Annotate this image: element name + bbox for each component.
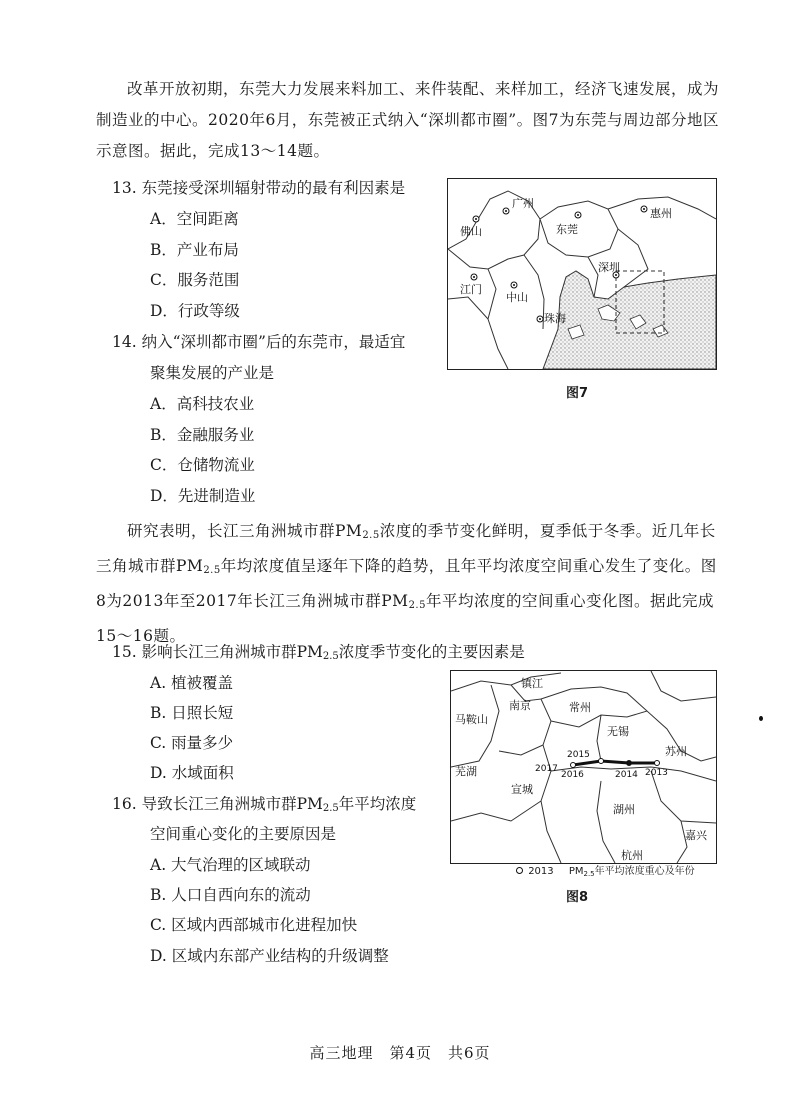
intro-paragraph-1: 改革开放初期，东莞大力发展来料加工、来件装配、来样加工，经济飞速发展，成为制造业的中心。2020年6月，东莞被正式纳入“深圳都市圈”。图7为东莞与周边部分地区示意图。据此，完成13～14题。 — [96, 80, 720, 160]
question-15-option-c: C. 雨量多少 — [150, 734, 234, 752]
map-label-maanshan: 马鞍山 — [455, 713, 488, 726]
map-label-zhuhai: 珠海 — [544, 312, 566, 325]
question-16-option-b: B. 人口自西向东的流动 — [150, 886, 311, 904]
question-15-stem: 15. 影响长江三角洲城市群$PM_{2.5}$浓度季节变化的主要因素是 — [112, 643, 525, 662]
question-13-stem: 13. 东莞接受深圳辐射带动的最有利因素是 — [112, 179, 406, 197]
map-label-nanjing: 南京 — [509, 699, 531, 712]
figure-8-svg — [451, 671, 716, 863]
figure-8-map — [450, 670, 717, 864]
question-14-stem-line2: 聚集发展的产业是 — [150, 364, 275, 382]
scan-speck — [759, 716, 763, 721]
question-14-option-c: C．仓储物流业 — [150, 456, 255, 474]
intro-paragraph-2: 研究表明，长江三角洲城市群$PM_{2.5}$浓度的季节变化鲜明，夏季低于冬季。近几年长三角城市群$PM_{2.5}$年均浓度值呈逐年下降的趋势，且年平均浓度空间重心发生了变化。图8为2013年至2017年长江三角洲城市群$PM_{2.5}$年平均浓度的空间重心变化图。据此完成15～16题。 — [96, 522, 717, 645]
page-footer: 高三地理 第4页 共6页 — [309, 1044, 491, 1062]
question-16-option-d: D. 区域内东部产业结构的升级调整 — [150, 947, 389, 965]
map-label-huzhou: 湖州 — [613, 803, 635, 816]
map-label-wuhu: 芜湖 — [455, 765, 477, 778]
question-15-option-d: D. 水域面积 — [150, 764, 234, 782]
map-label-huizhou: 惠州 — [650, 207, 672, 220]
map-label-suzhou: 苏州 — [665, 745, 687, 758]
map-label-jiaxing: 嘉兴 — [685, 829, 707, 842]
question-16-stem-line2: 空间重心变化的主要原因是 — [150, 825, 337, 843]
map-label-zhenjiang: 镇江 — [521, 677, 543, 690]
map-label-jiangmen: 江门 — [460, 283, 482, 296]
question-13-option-b: B．产业布局 — [150, 241, 239, 259]
figure-7-svg — [448, 179, 716, 369]
map-label-hangzhou: 杭州 — [621, 849, 643, 862]
question-14-stem-line1: 14. 纳入“深圳都市圈”后的东莞市，最适宜 — [112, 333, 406, 351]
figure-7-map — [447, 178, 717, 370]
question-16-stem-line1: 16. 导致长江三角洲城市群$PM_{2.5}$年平均浓度 — [112, 795, 417, 814]
question-14-option-d: D．先进制造业 — [150, 487, 256, 505]
year-label-2015: 2015 — [567, 750, 590, 760]
legend-year: 2013 — [528, 866, 554, 877]
map-label-xuancheng: 宣城 — [511, 783, 533, 796]
map-label-zhongshan: 中山 — [506, 291, 528, 304]
figure-8-legend — [516, 862, 695, 878]
figure-8-caption: 图8 — [566, 890, 589, 905]
question-14-option-b: B．金融服务业 — [150, 426, 255, 444]
question-13-option-d: D．行政等级 — [150, 302, 240, 320]
map-label-foshan: 佛山 — [460, 225, 482, 238]
map-label-dongguan: 东莞 — [556, 223, 578, 236]
question-15-option-b: B. 日照长短 — [150, 704, 234, 722]
question-16-option-c: C. 区域内西部城市化进程加快 — [150, 916, 358, 934]
sea-area — [543, 271, 716, 369]
question-16-option-a: A. 大气治理的区域联动 — [150, 856, 311, 874]
year-label-2017: 2017 — [535, 764, 558, 774]
map-label-guangzhou: 广州 — [512, 197, 534, 210]
question-15-option-a: A. 植被覆盖 — [150, 674, 234, 692]
year-label-2016: 2016 — [561, 770, 584, 780]
year-label-2014: 2014 — [615, 770, 638, 780]
question-14-option-a: A．高科技农业 — [150, 395, 255, 413]
year-label-2013: 2013 — [645, 768, 668, 778]
legend-marker-icon — [516, 867, 523, 874]
map-label-shenzhen: 深圳 — [598, 261, 620, 274]
figure-7-caption: 图7 — [566, 386, 589, 401]
question-13-option-a: A．空间距离 — [150, 210, 239, 228]
question-13-option-c: C．服务范围 — [150, 271, 240, 289]
map-label-wuxi: 无锡 — [607, 725, 629, 738]
legend-text: $PM_{2.5}$年平均浓度重心及年份 — [568, 866, 695, 878]
map-label-changzhou: 常州 — [569, 701, 591, 714]
